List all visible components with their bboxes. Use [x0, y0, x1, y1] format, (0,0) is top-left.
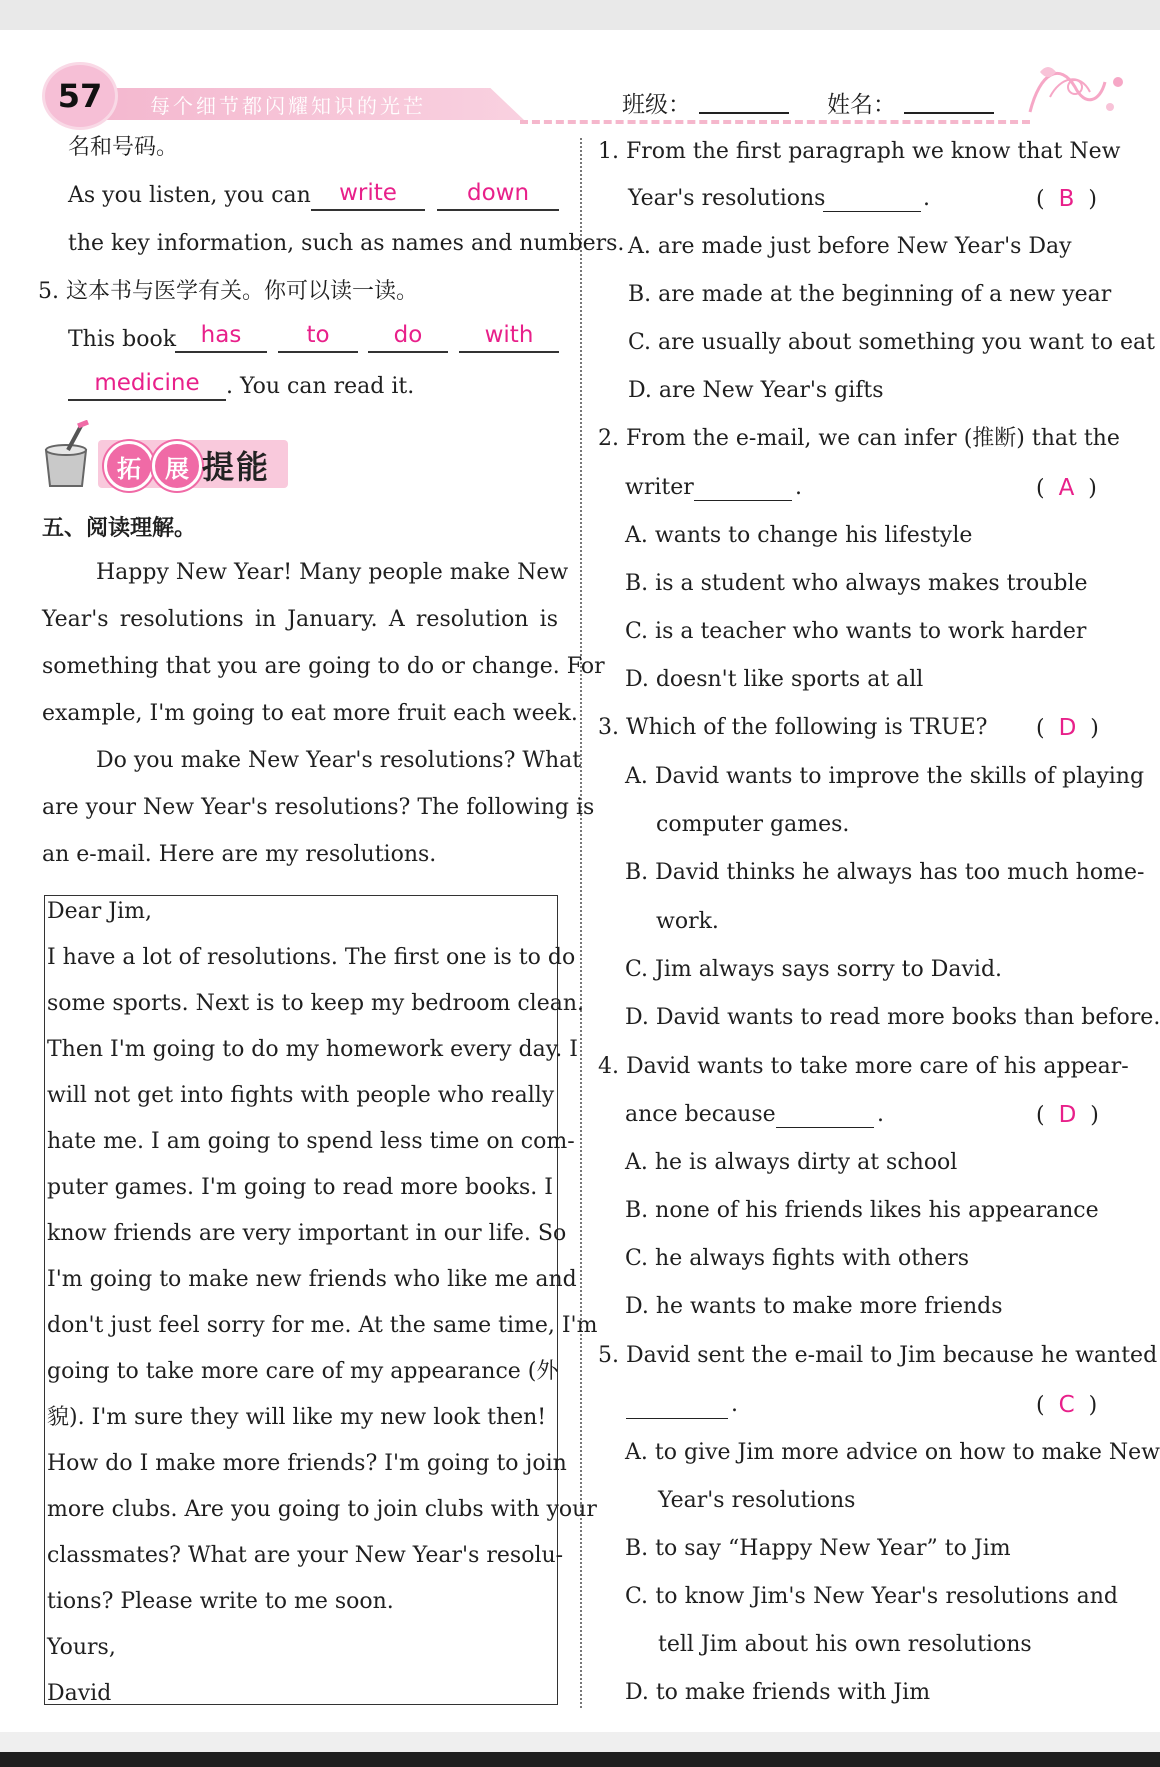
- q5-period: .: [731, 1392, 738, 1417]
- q3-option: D. David wants to read more books than before.: [625, 1005, 1160, 1030]
- q5-answer-4: with: [459, 321, 559, 353]
- letter-line: tions? Please write to me soon.: [47, 1589, 394, 1614]
- q1-option: A. are made just before New Year's Day: [628, 234, 1072, 259]
- reading-heading: 五、阅读理解。: [42, 516, 197, 541]
- passage-line: Year's resolutions in January. A resolution is: [42, 607, 558, 632]
- letter-line: Then I'm going to do my homework every day. I: [47, 1037, 578, 1062]
- bottom-bar: [0, 1752, 1160, 1767]
- letter-line: Dear Jim,: [47, 899, 152, 924]
- q1-option: B. are made at the beginning of a new year: [628, 282, 1112, 307]
- letter-line: know friends are very important in our life. So: [47, 1221, 567, 1246]
- passage-line: an e-mail. Here are my resolutions.: [42, 842, 437, 867]
- top-bar: [0, 0, 1160, 30]
- letter-line: I have a lot of resolutions. The first one is to do: [47, 945, 576, 970]
- q5-en-prefix: This book: [68, 327, 177, 352]
- q4-stem: 4. David wants to take more care of his appear-: [598, 1054, 1129, 1079]
- q4-period: .: [877, 1102, 884, 1127]
- letter-line: David: [47, 1681, 112, 1706]
- passage-line: Happy New Year! Many people make New: [96, 560, 569, 585]
- q2-blank: [694, 500, 792, 501]
- letter-line: some sports. Next is to keep my bedroom clean.: [47, 991, 585, 1016]
- q3-option: A. David wants to improve the skills of playing: [625, 764, 1145, 789]
- passage-line: something that you are going to do or change. For: [42, 654, 605, 679]
- q4-stem-2: ance because: [625, 1102, 776, 1127]
- q1-stem-2: Year's resolutions: [628, 186, 826, 211]
- q1-answer-paren: ( B ): [1036, 186, 1097, 212]
- header-dash-line: [520, 120, 1030, 124]
- q2-period: .: [795, 475, 802, 500]
- q4-answer-2: down: [437, 179, 559, 211]
- q5-answer: C: [1058, 1392, 1075, 1418]
- q2-stem: 2. From the e-mail, we can infer (推断) that the: [598, 426, 1120, 451]
- q3-answer: D: [1058, 715, 1077, 741]
- q1-period: .: [923, 186, 930, 211]
- letter-line: don't just feel sorry for me. At the same time, I'm: [47, 1313, 598, 1338]
- q5-blank: [626, 1418, 728, 1419]
- name-label: 姓名：: [827, 92, 896, 118]
- q3-option: C. Jim always says sorry to David.: [625, 957, 1003, 982]
- q2-stem-2: writer: [625, 475, 694, 500]
- q4-blank: [776, 1127, 874, 1128]
- q2-answer: A: [1058, 475, 1075, 501]
- q3-option-cont: computer games.: [656, 812, 850, 837]
- q3-option-cont: work.: [656, 909, 719, 934]
- letter-line: hate me. I am going to spend less time on com-: [47, 1129, 575, 1154]
- q5-en-suffix: . You can read it.: [226, 374, 415, 399]
- letter-line: more clubs. Are you going to join clubs with your: [47, 1497, 597, 1522]
- q3-option: B. David thinks he always has too much home-: [625, 860, 1145, 885]
- q5-option: A. to give Jim more advice on how to make New: [625, 1440, 1160, 1465]
- passage-line: example, I'm going to eat more fruit each week.: [42, 701, 578, 726]
- q5-option: B. to say “Happy New Year” to Jim: [625, 1536, 1011, 1561]
- q5-answer-5: medicine: [68, 369, 226, 401]
- q5-option-cont: tell Jim about his own resolutions: [658, 1632, 1032, 1657]
- bottom-shade: [0, 1732, 1160, 1752]
- q4-en-line2: the key information, such as names and numbers.: [68, 231, 625, 256]
- banner-text: 每个细节都闪耀知识的光芒: [150, 94, 426, 118]
- section-title: 提能: [202, 448, 271, 486]
- q3-stem: 3. Which of the following is TRUE?: [598, 715, 988, 740]
- q5-answer-3: do: [368, 321, 448, 353]
- class-blank: [699, 112, 789, 114]
- section-char-2: 展: [152, 441, 202, 491]
- q1-stem: 1. From the first paragraph we know that New: [598, 139, 1121, 164]
- name-blank: [904, 112, 994, 114]
- paint-bucket-icon: [38, 420, 98, 490]
- q4-en-prefix: As you listen, you can: [68, 183, 311, 208]
- passage-line: Do you make New Year's resolutions? What: [96, 748, 582, 773]
- flourish-ornament-icon: [1020, 52, 1130, 124]
- q2-answer-paren: ( A ): [1036, 475, 1097, 501]
- q2-option: A. wants to change his lifestyle: [625, 523, 973, 548]
- letter-line: going to take more care of my appearance (外: [47, 1359, 559, 1384]
- q4-answer: D: [1058, 1102, 1077, 1128]
- letter-line: I'm going to make new friends who like me and: [47, 1267, 577, 1292]
- q3-answer-paren: ( D ): [1036, 715, 1099, 741]
- q1-option: D. are New Year's gifts: [628, 378, 884, 403]
- column-divider: [580, 138, 582, 1708]
- letter-line: will not get into fights with people who really: [47, 1083, 555, 1108]
- class-label: 班级：: [622, 92, 691, 118]
- letter-line: How do I make more friends? I'm going to join: [47, 1451, 567, 1476]
- q4-option: D. he wants to make more friends: [625, 1294, 1003, 1319]
- passage-line: are your New Year's resolutions? The following is: [42, 795, 595, 820]
- q1-answer: B: [1058, 186, 1075, 212]
- q4-option: B. none of his friends likes his appearance: [625, 1198, 1099, 1223]
- letter-line: Yours,: [47, 1635, 116, 1660]
- q2-option: D. doesn't like sports at all: [625, 667, 924, 692]
- q5-option: D. to make friends with Jim: [625, 1680, 931, 1705]
- q5-answer-paren: ( C ): [1036, 1392, 1098, 1418]
- q4-answer-1: write: [311, 179, 425, 211]
- section-char-1: 拓: [104, 441, 154, 491]
- letter-line: puter games. I'm going to read more books. I: [47, 1175, 553, 1200]
- q4-answer-paren: ( D ): [1036, 1102, 1099, 1128]
- letter-line: 貌). I'm sure they will like my new look then!: [47, 1405, 547, 1430]
- q5-stem: 5. David sent the e-mail to Jim because he wanted: [598, 1343, 1158, 1368]
- q4-option: C. he always fights with others: [625, 1246, 970, 1271]
- q5-option: C. to know Jim's New Year's resolutions and: [625, 1584, 1118, 1609]
- q5-answer-1: has: [175, 321, 267, 353]
- page-number: 57: [42, 62, 118, 130]
- q4-option: A. he is always dirty at school: [625, 1150, 958, 1175]
- q4-cn-end: 名和号码。: [68, 135, 179, 160]
- q5-option-cont: Year's resolutions: [658, 1488, 856, 1513]
- q1-blank: [823, 211, 921, 212]
- letter-line: classmates? What are your New Year's resolu-: [47, 1543, 564, 1568]
- q1-option: C. are usually about something you want to eat: [628, 330, 1155, 355]
- q2-option: C. is a teacher who wants to work harder: [625, 619, 1087, 644]
- q5-answer-2: to: [278, 321, 358, 353]
- q5-cn: 5. 这本书与医学有关。你可以读一读。: [38, 279, 418, 304]
- q2-option: B. is a student who always makes trouble: [625, 571, 1088, 596]
